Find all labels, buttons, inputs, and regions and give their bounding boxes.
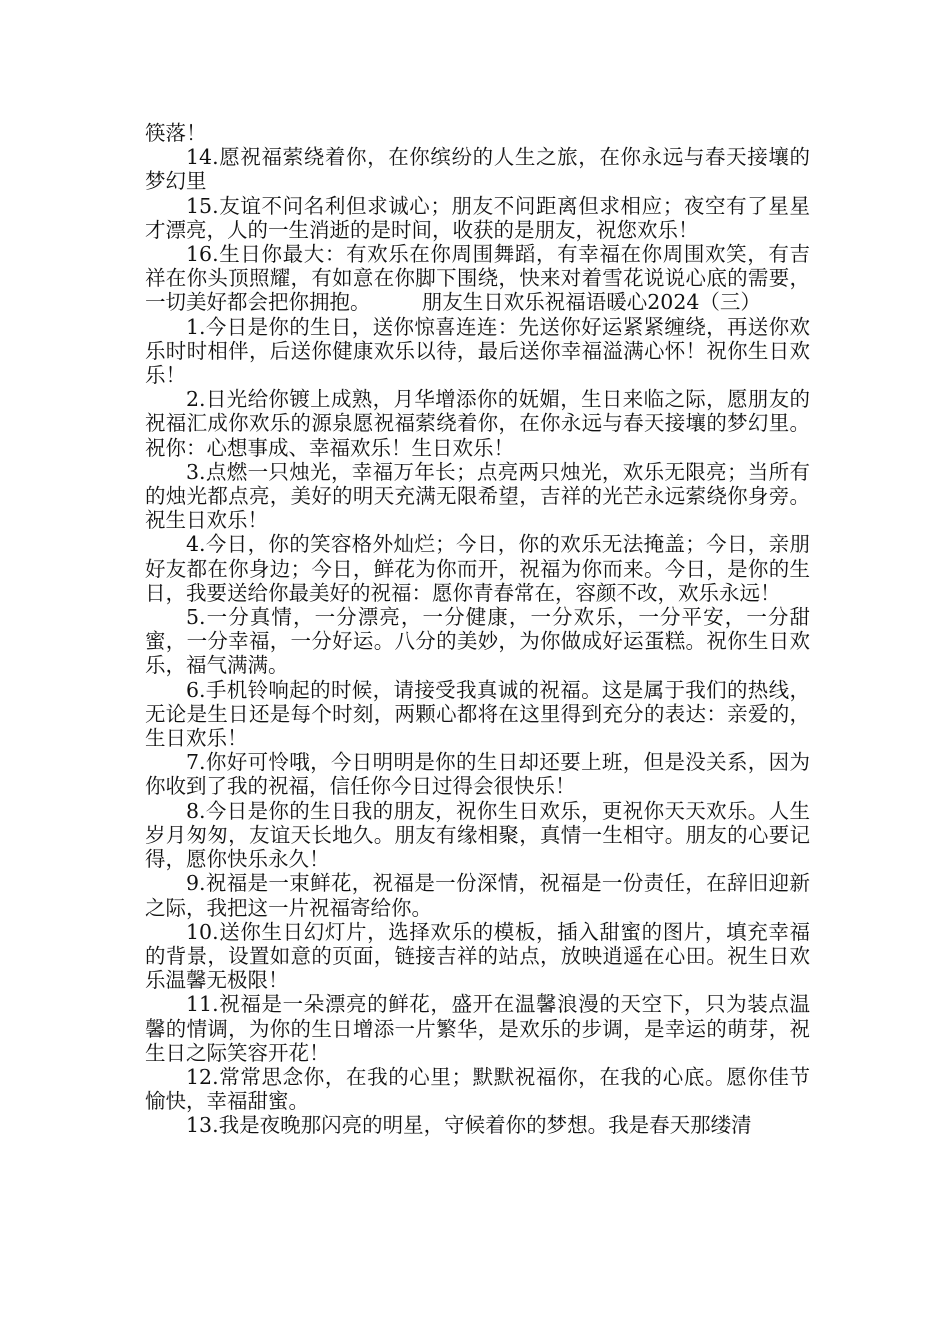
paragraph-text: 16.生日你最大：有欢乐在你周围舞蹈，有幸福在你周围欢笑，有吉祥在你头顶照耀，有如意在你脚下围绕，快来对着雪花说说心底的需要，一切美好都会把你拥抱。 [145, 242, 810, 315]
paragraph-text: 10.送你生日幻灯片，选择欢乐的模板，插入甜蜜的图片，填充幸福的背景，设置如意的页面，链接吉祥的站点，放映逍遥在心田。祝生日欢乐温馨无极限！ [145, 919, 810, 993]
paragraph-item-5 [145, 605, 810, 678]
paragraph-text: 8.今日是你的生日我的朋友，祝你生日欢乐，更祝你天天欢乐。人生岁月匆匆，友谊天长地久。朋友有缘相聚，真情一生相守。朋友的心要记得，愿你快乐永久！ [145, 798, 810, 872]
paragraph-text: 3.点燃一只烛光，幸福万年长；点亮两只烛光，欢乐无限亮；当所有的烛光都点亮，美好的明天充满无限希望，吉祥的光芒永远萦绕你身旁。祝生日欢乐！ [145, 459, 810, 533]
paragraph-text: 6.手机铃响起的时候，请接受我真诚的祝福。这是属于我们的热线，无论是生日还是每个时刻，两颗心都将在这里得到充分的表达：亲爱的，生日欢乐！ [145, 677, 810, 751]
paragraph-item-14 [145, 145, 810, 193]
paragraph-text: 5.一分真情，一分漂亮，一分健康，一分欢乐，一分平安，一分甜蜜，一分幸福，一分好运。八分的美妙，为你做成好运蛋糕。祝你生日欢乐，福气满满。 [145, 605, 810, 678]
paragraph-item-6 [145, 678, 810, 751]
paragraph-text: 2.日光给你镀上成熟，月华增添你的妩媚，生日来临之际，愿朋友的祝福汇成你欢乐的源泉愿祝福萦绕着你，在你永远与春天接壤的梦幻里。祝你：心想事成、幸福欢乐！生日欢乐！ [145, 387, 810, 460]
paragraph-text: 11.祝福是一朵漂亮的鲜花，盛开在温馨浪漫的天空下，只为装点温馨的情调，为你的生日增添一片繁华，是欢乐的步调，是幸运的萌芽，祝生日之际笑容开花！ [145, 992, 810, 1065]
paragraph-item-15 [145, 194, 810, 242]
paragraph-item-1 [145, 315, 810, 388]
paragraph-item-3 [145, 460, 810, 533]
paragraph-item-2 [145, 387, 810, 460]
paragraph-item-11 [145, 992, 810, 1065]
paragraph-text: 14.愿祝福萦绕着你，在你缤纷的人生之旅，在你永远与春天接壤的梦幻里 [145, 145, 810, 194]
paragraph-text: 15.友谊不问名利但求诚心；朋友不问距离但求相应；夜空有了星星才漂亮，人的一生消逝的是时间，收获的是朋友，祝您欢乐！ [145, 193, 810, 242]
paragraph-text: 12.常常思念你，在我的心里；默默祝福你，在我的心底。愿你佳节愉快，幸福甜蜜。 [145, 1064, 810, 1114]
paragraph-item-9 [145, 871, 810, 919]
paragraph-text: 4.今日，你的笑容格外灿烂；今日，你的欢乐无法掩盖；今日，亲朋好友都在你身边；今日，鲜花为你而开，祝福为你而来。今日，是你的生日，我要送给你最美好的祝福：愿你青春常在，容颜不改，欢乐永远！ [145, 532, 810, 605]
document-page [145, 121, 810, 1138]
paragraph-text: 9.祝福是一束鲜花，祝福是一份深情，祝福是一份责任，在辞旧迎新之际，我把这一片祝福寄给你。 [145, 871, 810, 920]
paragraph-item-10 [145, 920, 810, 993]
paragraph-item-4 [145, 532, 810, 605]
paragraph-item-8 [145, 799, 810, 872]
paragraph-item-7 [145, 750, 810, 798]
paragraph-text: 筷落！ [145, 121, 207, 145]
paragraph-item-13 [145, 1113, 810, 1137]
paragraph-text: 1.今日是你的生日，送你惊喜连连：先送你好运紧紧缠绕，再送你欢乐时时相伴，后送你健康欢乐以待，最后送你幸福溢满心怀！祝你生日欢乐！ [145, 314, 810, 388]
section-heading: 朋友生日欢乐祝福语暖心2024（三） [421, 290, 761, 315]
paragraph-item-16 [145, 242, 810, 315]
paragraph-text: 13.我是夜晚那闪亮的明星，守候着你的梦想。我是春天那缕清 [186, 1113, 752, 1138]
paragraph-continuation [145, 121, 810, 145]
paragraph-text: 7.你好可怜哦，今日明明是你的生日却还要上班，但是没关系，因为你收到了我的祝福，信任你今日过得会很快乐！ [145, 750, 810, 799]
paragraph-item-12 [145, 1065, 810, 1113]
